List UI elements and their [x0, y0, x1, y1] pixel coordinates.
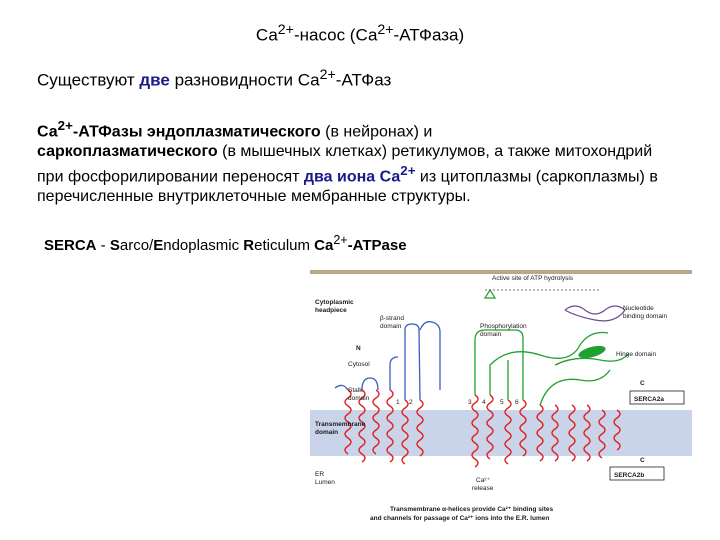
hinge-domain-label: Hinge domain: [616, 351, 657, 358]
binding-domain-label: binding domain: [623, 313, 668, 320]
membrane-band: [310, 410, 692, 456]
intro-line: Существуют две разновидности $Са^{2+}$-АТФаз: [37, 67, 392, 90]
slide-title: $Са^{2+}$-насос $(Са^{2+}-АТФаза)$: [255, 22, 465, 45]
phosphorylation-label: Phosphorylation: [480, 323, 527, 330]
helix-number-4: 4: [482, 399, 486, 406]
beta-strand-label: β-strand: [380, 315, 404, 322]
release-label: release: [472, 485, 494, 492]
active-site-label: Active site of ATP hydrolysis: [492, 275, 574, 282]
transmembrane-domain-label: domain: [315, 429, 339, 436]
er-label: ER: [315, 471, 325, 478]
helix-number-1: 1: [396, 399, 400, 406]
phosphorylation-domain-label: domain: [480, 331, 502, 338]
c-terminus-label-2: C: [640, 457, 645, 464]
caption-line-2: and channels for passage of Ca²⁺ ions into the E.R. lumen: [370, 515, 550, 522]
lumen-label: Lumen: [315, 479, 335, 486]
cytoplasmic-label: Cytoplasmic: [315, 299, 354, 306]
helix-number-3: 3: [468, 399, 472, 406]
n-terminus-label: N: [356, 345, 361, 352]
stalk-label: Stalk: [348, 387, 363, 394]
description-paragraph: $Са^{2+}$-АТФазы эндоплазматического (в нейронах) и саркоплазматического (в мышечных клетках) ретикулумов, а также митохондрий при фосфорилировании переносят два иона $Са^{2+}$ из цитоплазмы (саркоплазмы) в перечисленные внутриклеточные мембранные структуры.: [37, 118, 658, 206]
caption-line-1: Transmembrane α-helices provide Ca²⁺ binding sites: [390, 506, 554, 513]
serca-structure-figure: [310, 270, 692, 532]
helix-number-5: 5: [500, 399, 504, 406]
ca-release-label: Ca²⁺: [476, 477, 490, 484]
c-terminus-label-1: C: [640, 380, 645, 387]
transmembrane-label: Transmembrane: [315, 421, 366, 428]
phosphorylation-domain: [475, 330, 628, 405]
serca-definition: SERCA - Sarco/Endoplasmic Reticulum $Ca^{2+}$-ATPase: [44, 233, 407, 254]
nucleotide-binding-domain: [485, 290, 625, 321]
headpiece-label: headpiece: [315, 307, 347, 314]
serca2b-label: SERCA2b: [614, 472, 645, 479]
beta-domain-label: domain: [380, 323, 402, 330]
helix-number-6: 6: [515, 399, 519, 406]
stalk-domain-label: domain: [348, 395, 370, 402]
helix-number-2: 2: [409, 399, 413, 406]
cytosol-label: Cytosol: [348, 361, 370, 368]
nucleotide-label: Nucleotide: [623, 305, 654, 312]
figure-top-bar: [310, 270, 692, 274]
serca2a-label: SERCA2a: [634, 396, 664, 403]
